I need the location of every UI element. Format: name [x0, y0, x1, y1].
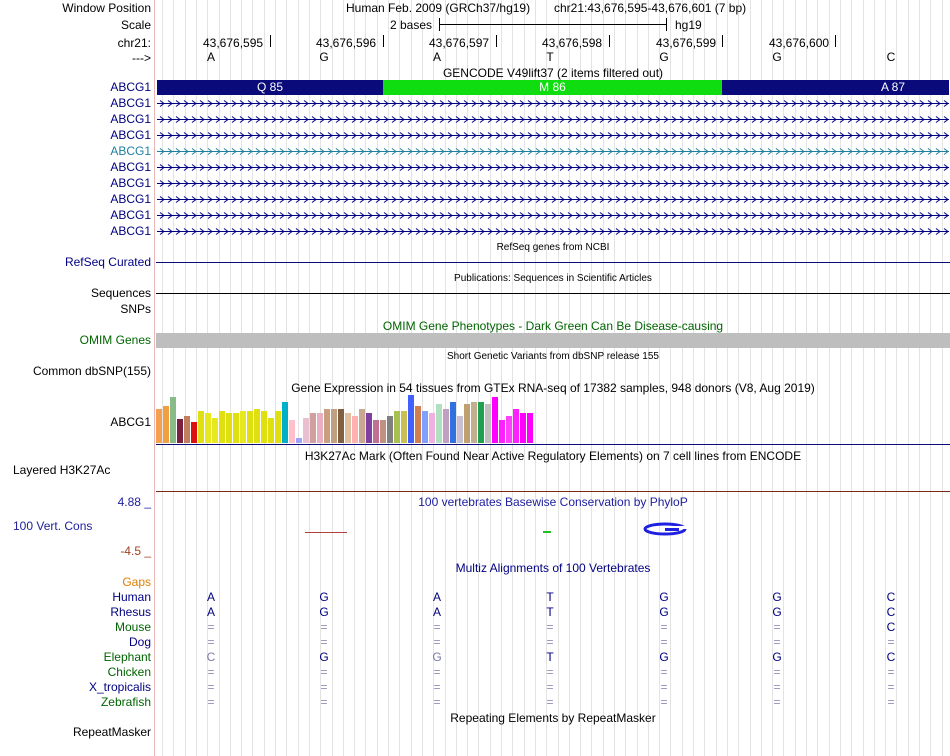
track-label-column	[0, 0, 155, 756]
omim-gene-bar[interactable]	[156, 333, 950, 348]
gencode-transcript-label[interactable]: ABCG1	[110, 112, 151, 126]
alignment-base: A	[432, 590, 441, 604]
scale-label: Scale	[120, 18, 151, 32]
gtex-tissue-bar[interactable]	[366, 413, 372, 443]
gtex-tissue-bar[interactable]	[499, 420, 505, 443]
species-label[interactable]: X_tropicalis	[88, 680, 151, 694]
transcript-arrow-path	[157, 165, 949, 171]
alignment-base: =	[433, 620, 441, 634]
gtex-tissue-bar[interactable]	[338, 409, 344, 443]
alignment-base: =	[320, 620, 328, 634]
ruler-coordinate: 43,676,596	[316, 36, 377, 50]
cons-logo-g	[643, 522, 687, 536]
gtex-tissue-bar[interactable]	[394, 411, 400, 443]
alignment-base: =	[320, 635, 328, 649]
dbsnp-track-label[interactable]: Common dbSNP(155)	[32, 364, 151, 378]
alignment-base: =	[773, 695, 781, 709]
alignment-base: =	[320, 665, 328, 679]
scale-text: 2 bases	[390, 18, 433, 32]
ruler-tick	[722, 35, 723, 47]
gtex-tissue-bar[interactable]	[240, 411, 246, 443]
gtex-tissue-bar[interactable]	[345, 413, 351, 443]
transcript-arrows	[157, 113, 949, 126]
ruler-coordinate: 43,676,598	[542, 36, 603, 50]
alignment-base: =	[887, 665, 895, 679]
cons-min-label: -4.5 _	[120, 544, 151, 558]
alignment-base: =	[773, 635, 781, 649]
species-label[interactable]: Chicken	[107, 665, 151, 679]
cons-track-label[interactable]: 100 Vert. Cons	[13, 519, 93, 533]
alignment-base: =	[660, 680, 668, 694]
transcript-arrow-path	[157, 133, 949, 139]
scale-bar-left-cap	[439, 18, 440, 31]
gencode-transcript-label[interactable]: ABCG1	[110, 160, 151, 174]
alignment-base: C	[886, 605, 896, 619]
scale-bar	[439, 24, 667, 25]
h3k27ac-track-title: H3K27Ac Mark (Often Found Near Active Regulatory Elements) on 7 cell lines from ENCODE	[304, 449, 802, 463]
chromosome-label: chr21:	[117, 36, 151, 50]
transcript-arrows	[157, 129, 949, 142]
gtex-tissue-bar[interactable]	[198, 411, 204, 443]
gencode-transcript-line[interactable]	[157, 145, 949, 158]
gtex-tissue-bar[interactable]	[422, 411, 428, 443]
alignment-base: =	[320, 695, 328, 709]
gencode-transcript-label[interactable]: ABCG1	[110, 144, 151, 158]
gtex-tissue-bar[interactable]	[513, 409, 519, 443]
alignment-base: =	[207, 620, 215, 634]
ruler-tick	[496, 35, 497, 47]
alignment-base: =	[546, 680, 554, 694]
species-label[interactable]: Zebrafish	[100, 695, 151, 709]
gencode-transcript-label[interactable]: ABCG1	[110, 208, 151, 222]
gencode-transcript-line[interactable]	[157, 161, 949, 174]
species-label[interactable]: Elephant	[103, 650, 151, 664]
gtex-tissue-bar[interactable]	[527, 413, 533, 443]
assembly-name: Human Feb. 2009 (GRCh37/hg19)	[346, 1, 531, 15]
reference-base: G	[659, 50, 669, 64]
gtex-tissue-bar[interactable]	[261, 411, 267, 443]
gtex-tissue-bar[interactable]	[275, 411, 281, 443]
gtex-tissue-bar[interactable]	[492, 397, 498, 443]
gencode-transcript-line[interactable]	[157, 97, 949, 110]
alignment-base: T	[546, 650, 554, 664]
transcript-arrows	[157, 161, 949, 174]
dbsnp-track-title: Short Genetic Variants from dbSNP release 155	[447, 351, 659, 362]
gtex-tissue-bar[interactable]	[205, 413, 211, 443]
alignment-base: =	[887, 695, 895, 709]
gtex-track-title: Gene Expression in 54 tissues from GTEx RNA-seq of 17382 samples, 948 donors (V8, Aug 2019)	[291, 381, 815, 395]
gtex-tissue-bar[interactable]	[415, 406, 421, 443]
alignment-base: A	[432, 605, 441, 619]
rmsk-track-title: Repeating Elements by RepeatMasker	[450, 711, 656, 725]
codon-m86-label: M 86	[539, 80, 566, 94]
gencode-transcript-line[interactable]	[157, 129, 949, 142]
transcript-arrow-path	[157, 101, 949, 107]
reference-base: A	[432, 50, 441, 64]
alignment-base: =	[887, 635, 895, 649]
position-readout: chr21:43,676,595-43,676,601 (7 bp)	[554, 1, 747, 15]
gtex-tissue-bar[interactable]	[436, 404, 442, 443]
alignment-base: G	[659, 605, 669, 619]
snps-track-label[interactable]: SNPs	[120, 302, 151, 316]
alignment-base: C	[886, 650, 896, 664]
refseq-track-label[interactable]: RefSeq Curated	[64, 255, 151, 269]
gencode-transcript-line[interactable]	[157, 177, 949, 190]
strand-label: --->	[132, 51, 151, 65]
gtex-tissue-bar[interactable]	[443, 409, 449, 443]
alignment-base: =	[207, 635, 215, 649]
cons-track-title: 100 vertebrates Basewise Conservation by PhyloP	[418, 495, 688, 509]
gtex-gene-label[interactable]: ABCG1	[110, 415, 151, 429]
transcript-arrows	[157, 177, 949, 190]
alignment-base: C	[886, 620, 896, 634]
gtex-tissue-bar[interactable]	[331, 409, 337, 443]
gtex-tissue-bar[interactable]	[317, 413, 323, 443]
gtex-tissue-bar[interactable]	[380, 420, 386, 443]
gtex-tissue-bar[interactable]	[471, 402, 477, 443]
gtex-tissue-bar[interactable]	[289, 420, 295, 443]
alignment-base: =	[546, 635, 554, 649]
gtex-tissue-bar[interactable]	[282, 402, 288, 443]
gtex-tissue-bar[interactable]	[485, 404, 491, 443]
alignment-base: =	[320, 680, 328, 694]
gtex-tissue-bar[interactable]	[408, 395, 414, 443]
alignment-base: =	[433, 665, 441, 679]
alignment-base: G	[319, 590, 329, 604]
h3k27ac-track-label[interactable]: Layered H3K27Ac	[13, 463, 111, 477]
reference-base: A	[206, 50, 215, 64]
gtex-tissue-bar[interactable]	[457, 416, 463, 443]
alignment-base: G	[772, 590, 782, 604]
gtex-tissue-bar[interactable]	[268, 418, 274, 443]
alignment-base: =	[546, 665, 554, 679]
gencode-transcript-label[interactable]: ABCG1	[110, 224, 151, 238]
gtex-tissue-bar[interactable]	[401, 411, 407, 443]
alignment-base: =	[433, 680, 441, 694]
alignment-base: C	[206, 650, 216, 664]
species-label[interactable]: Human	[112, 590, 151, 604]
cons-logo-g-icon	[643, 522, 687, 536]
alignment-base: T	[546, 605, 554, 619]
gencode-transcript-label[interactable]: ABCG1	[110, 176, 151, 190]
omim-track-label[interactable]: OMIM Genes	[79, 333, 151, 347]
cons-negative-bar	[305, 532, 347, 533]
gtex-tissue-bar[interactable]	[373, 420, 379, 443]
alignment-base: =	[433, 695, 441, 709]
scale-bar-right-cap	[666, 18, 667, 31]
gencode-transcript-label[interactable]: ABCG1	[110, 128, 151, 142]
transcript-arrows	[157, 209, 949, 222]
ruler-tick	[383, 35, 384, 47]
codon-q85[interactable]	[157, 80, 383, 95]
gtex-tissue-bar[interactable]	[170, 397, 176, 443]
transcript-arrow-path	[157, 197, 949, 203]
alignment-base: =	[546, 695, 554, 709]
gtex-tissue-bar[interactable]	[450, 402, 456, 443]
scale-db: hg19	[675, 18, 702, 32]
gtex-tissue-bar[interactable]	[233, 413, 239, 443]
transcript-arrow-path	[157, 229, 949, 235]
gtex-tissue-bar[interactable]	[478, 402, 484, 443]
transcript-arrows	[157, 97, 949, 110]
reference-base: G	[319, 50, 329, 64]
gtex-tissue-bar[interactable]	[247, 411, 253, 443]
alignment-base: G	[659, 650, 669, 664]
sequences-line	[156, 293, 950, 294]
species-label[interactable]: Rhesus	[110, 605, 151, 619]
alignment-base: =	[207, 665, 215, 679]
alignment-base: =	[773, 680, 781, 694]
alignment-base: G	[319, 650, 329, 664]
ruler-coordinate: 43,676,595	[203, 36, 264, 50]
gtex-tissue-bar[interactable]	[506, 416, 512, 443]
gtex-tissue-bar[interactable]	[429, 413, 435, 443]
alignment-base: G	[432, 650, 442, 664]
gtex-tissue-bar[interactable]	[303, 418, 309, 443]
gtex-tissue-bar[interactable]	[254, 409, 260, 443]
gencode-track-title[interactable]: GENCODE V49lift37 (2 items filtered out)	[442, 66, 664, 80]
ruler-coordinate: 43,676,597	[429, 36, 490, 50]
alignment-base: =	[887, 680, 895, 694]
gtex-tissue-bar[interactable]	[177, 419, 183, 443]
gencode-transcript-label[interactable]: ABCG1	[110, 80, 151, 94]
gtex-tissue-bar[interactable]	[296, 438, 302, 443]
alignment-base: G	[772, 650, 782, 664]
transcript-arrows	[157, 145, 949, 158]
alignment-base: =	[433, 635, 441, 649]
gtex-tissue-bar[interactable]	[387, 416, 393, 443]
multiz-track-title: Multiz Alignments of 100 Vertebrates	[455, 561, 651, 575]
alignment-base: T	[546, 590, 554, 604]
ruler-coordinate: 43,676,599	[656, 36, 717, 50]
alignment-base: =	[773, 665, 781, 679]
codon-a87[interactable]	[722, 80, 949, 95]
alignment-base: =	[773, 620, 781, 634]
omim-track-title: OMIM Gene Phenotypes - Dark Green Can Be Disease-causing	[382, 319, 724, 333]
reference-base: T	[546, 50, 554, 64]
window-position-label: Window Position	[62, 1, 151, 15]
reference-base: C	[886, 50, 896, 64]
alignment-base: G	[659, 590, 669, 604]
species-label[interactable]: Dog	[128, 635, 151, 649]
codon-a87-label: A 87	[880, 80, 905, 94]
codon-q85-label: Q 85	[256, 80, 283, 94]
alignment-base: G	[772, 605, 782, 619]
gtex-tissue-bar[interactable]	[184, 416, 190, 443]
transcript-arrow-path	[157, 149, 949, 155]
alignment-base: C	[886, 590, 896, 604]
h3k27ac-baseline	[156, 491, 950, 492]
ruler-tick	[609, 35, 610, 47]
cons-max-label: 4.88 _	[117, 495, 151, 509]
alignment-base: A	[206, 605, 215, 619]
ruler-coordinate: 43,676,600	[769, 36, 830, 50]
gencode-transcript-line[interactable]	[157, 209, 949, 222]
gtex-tissue-bar[interactable]	[359, 409, 365, 443]
alignment-base: A	[206, 590, 215, 604]
gtex-tissue-bar[interactable]	[352, 416, 358, 443]
reference-base: G	[772, 50, 782, 64]
gencode-transcript-label[interactable]: ABCG1	[110, 192, 151, 206]
gtex-tissue-bar[interactable]	[464, 404, 470, 443]
repeatmasker-track-label[interactable]: RepeatMasker	[72, 725, 151, 739]
alignment-base: =	[660, 665, 668, 679]
alignment-base: =	[207, 680, 215, 694]
gtex-tissue-bar[interactable]	[520, 413, 526, 443]
gtex-tissue-bar[interactable]	[156, 409, 162, 443]
transcript-arrows	[157, 193, 949, 206]
alignment-base: =	[660, 620, 668, 634]
transcript-arrow-path	[157, 117, 949, 123]
gencode-transcript-line[interactable]	[157, 113, 949, 126]
alignment-base: =	[660, 635, 668, 649]
pubs-track-title: Publications: Sequences in Scientific Articles	[454, 273, 652, 284]
ruler-tick	[835, 35, 836, 47]
codon-m86[interactable]	[383, 80, 722, 95]
gtex-baseline	[156, 444, 950, 445]
gtex-tissue-bar[interactable]	[219, 411, 225, 443]
cons-green-bar	[543, 531, 551, 533]
gtex-tissue-bar[interactable]	[226, 413, 232, 443]
gtex-tissue-bar[interactable]	[212, 418, 218, 443]
gaps-label: Gaps	[122, 575, 151, 589]
gencode-transcript-label[interactable]: ABCG1	[110, 96, 151, 110]
gtex-tissue-bar[interactable]	[191, 422, 197, 443]
ruler-tick	[270, 35, 271, 47]
refseq-track-title: RefSeq genes from NCBI	[496, 242, 610, 253]
transcript-arrows	[157, 225, 949, 238]
gencode-transcript-line[interactable]	[157, 225, 949, 238]
alignment-base: =	[660, 695, 668, 709]
sequences-track-label[interactable]: Sequences	[90, 286, 151, 300]
gtex-tissue-bar[interactable]	[163, 406, 169, 443]
gencode-transcript-line[interactable]	[157, 193, 949, 206]
alignment-base: G	[319, 605, 329, 619]
alignment-base: =	[207, 695, 215, 709]
alignment-base: =	[546, 620, 554, 634]
transcript-arrow-path	[157, 213, 949, 219]
gtex-tissue-bar[interactable]	[310, 413, 316, 443]
gtex-tissue-bar[interactable]	[324, 409, 330, 443]
gtex-bar-chart[interactable]	[156, 395, 556, 443]
refseq-line[interactable]	[156, 262, 950, 263]
species-label[interactable]: Mouse	[114, 620, 151, 634]
transcript-arrow-path	[157, 181, 949, 187]
